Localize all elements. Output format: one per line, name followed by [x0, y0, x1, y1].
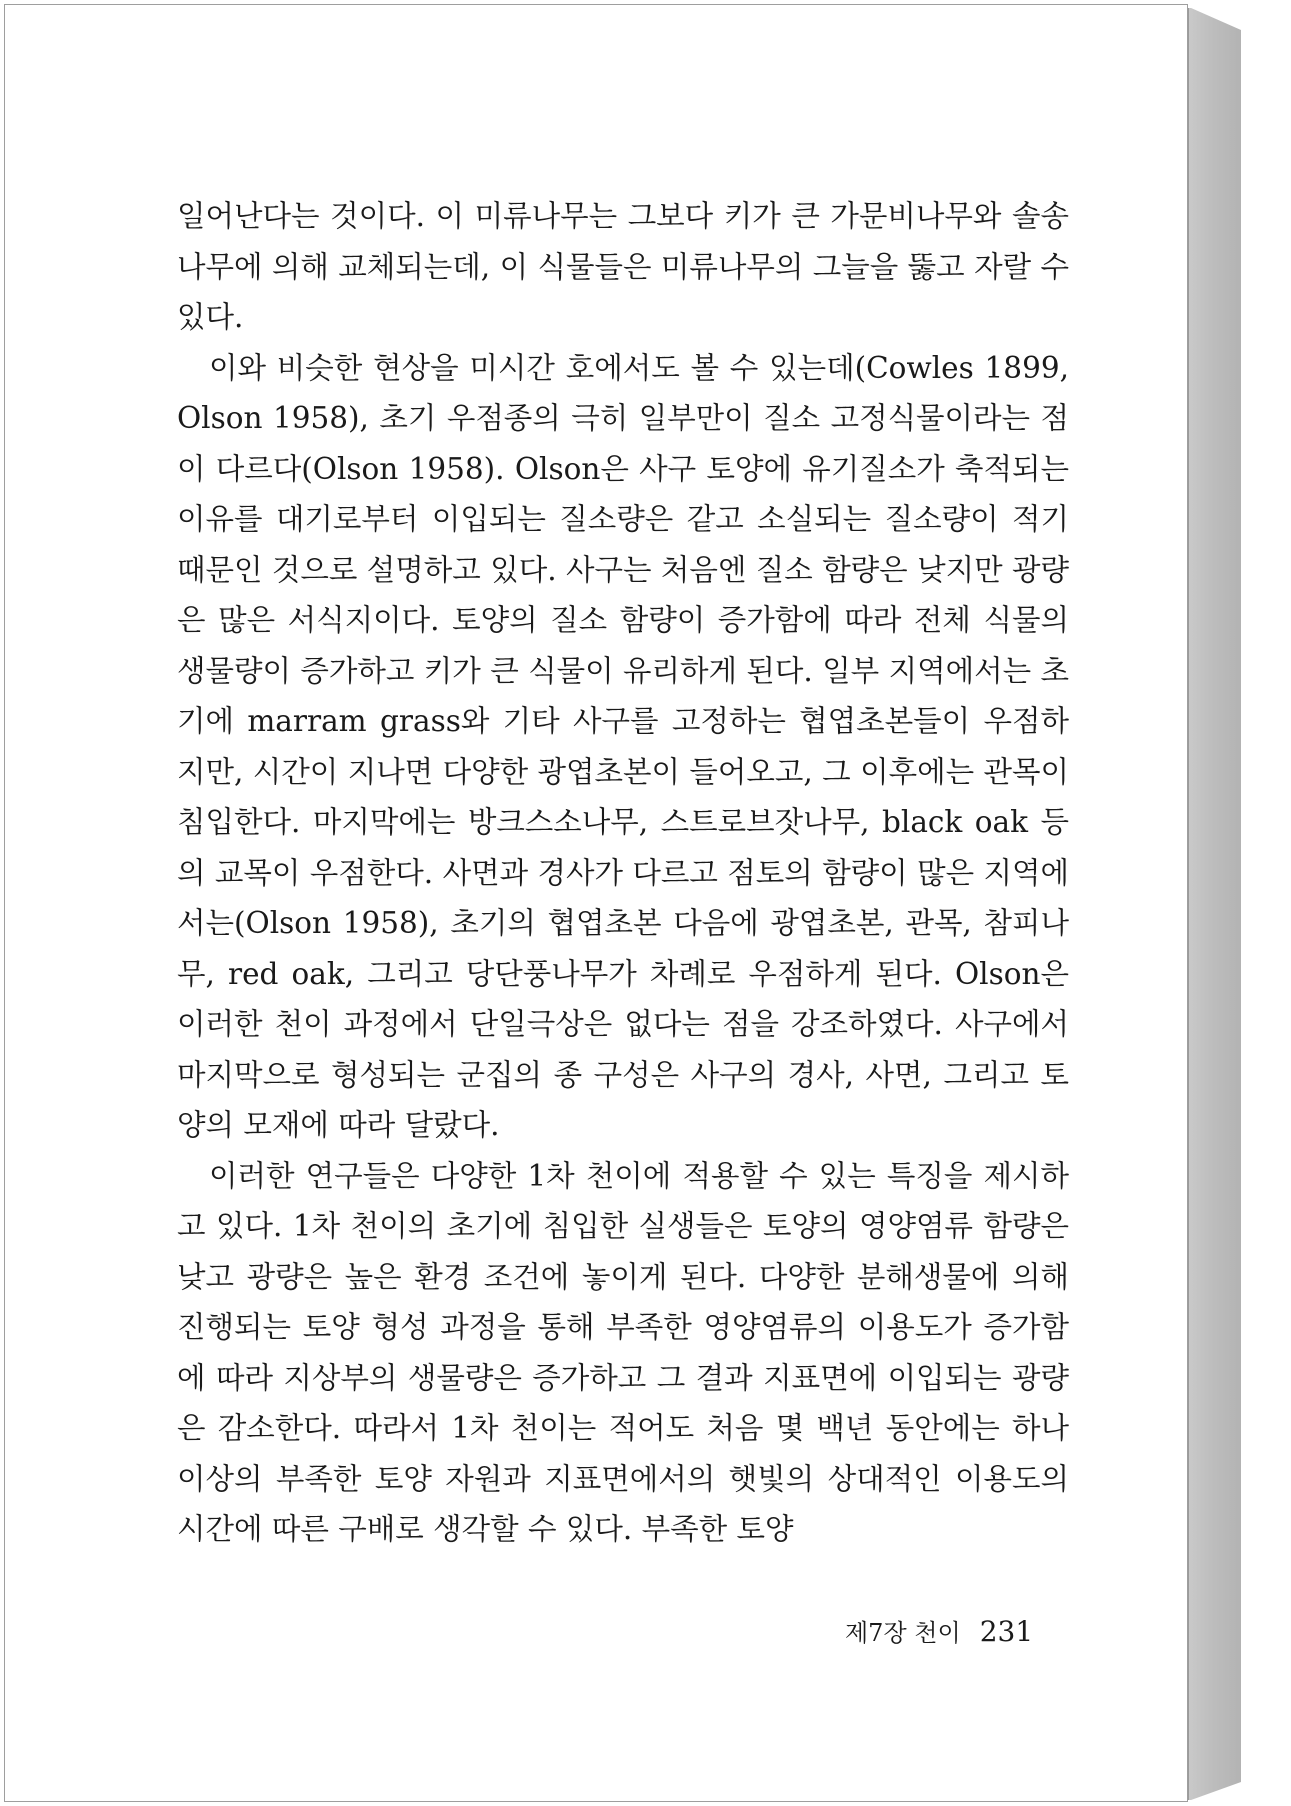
- body-text: [177, 191, 1069, 1555]
- book-page: [4, 4, 1188, 1802]
- book-page-edge: [1189, 8, 1241, 1800]
- paragraph-continued: 일어난다는 것이다. 이 미류나무는 그보다 키가 큰 가문비나무와 솔송나무에 의해 교체되는데, 이 식물들은 미류나무의 그늘을 뚫고 자랄 수 있다.: [177, 199, 1069, 334]
- running-footer-chapter: 제7장 천이: [845, 1619, 961, 1647]
- paragraph-lake-michigan: 이와 비슷한 현상을 미시간 호에서도 볼 수 있는데(Cowles 1899, Olson 1958), 초기 우점종의 극히 일부만이 질소 고정식물이라는 점이 다르다(Olson 1958). Olson은 사구 토양에 유기질소가 축적되는 이유를 대기로부터 이입되는 질소량은 같고 소실되는 질소량이 적기 때문인 것으로 설명하고 있다. 사구는 처음엔 질소 함량은 낮지만 광량은 많은 서식지이다. 토양의 질소 함량이 증가함에 따라 전체 식물의 생물량이 증가하고 키가 큰 식물이 유리하게 된다. 일부 지역에서는 초기에 marram grass와 기타 사구를 고정하는 협엽초본들이 우점하지만, 시간이 지나면 다양한 광엽초본이 들어오고, 그 이후에는 관목이 침입한다. 마지막에는 방크스소나무, 스트로브잣나무, black oak 등의 교목이 우점한다. 사면과 경사가 다르고 점토의 함량이 많은 지역에서는(Olson 1958), 초기의 협엽초본 다음에 광엽초본, 관목, 참피나무, red oak, 그리고 당단풍나무가 차례로 우점하게 된다. Olson은 이러한 천이 과정에서 단일극상은 없다는 점을 강조하였다. 사구에서 마지막으로 형성되는 군집의 종 구성은 사구의 경사, 사면, 그리고 토양의 모재에 따라 달랐다.: [177, 350, 1069, 1142]
- page-footer: [845, 1613, 1033, 1648]
- paragraph-primary-succession: 이러한 연구들은 다양한 1차 천이에 적용할 수 있는 특징을 제시하고 있다. 1차 천이의 초기에 침입한 실생들은 토양의 영양염류 함량은 낮고 광량은 높은 환경 조건에 놓이게 된다. 다양한 분해생물에 의해 진행되는 토양 형성 과정을 통해 부족한 영양염류의 이용도가 증가함에 따라 지상부의 생물량은 증가하고 그 결과 지표면에 이입되는 광량은 감소한다. 따라서 1차 천이는 적어도 처음 몇 백년 동안에는 하나 이상의 부족한 토양 자원과 지표면에서의 햇빛의 상대적인 이용도의 시간에 따른 구배로 생각할 수 있다. 부족한 토양: [177, 1158, 1069, 1546]
- page-number: 231: [979, 1615, 1034, 1648]
